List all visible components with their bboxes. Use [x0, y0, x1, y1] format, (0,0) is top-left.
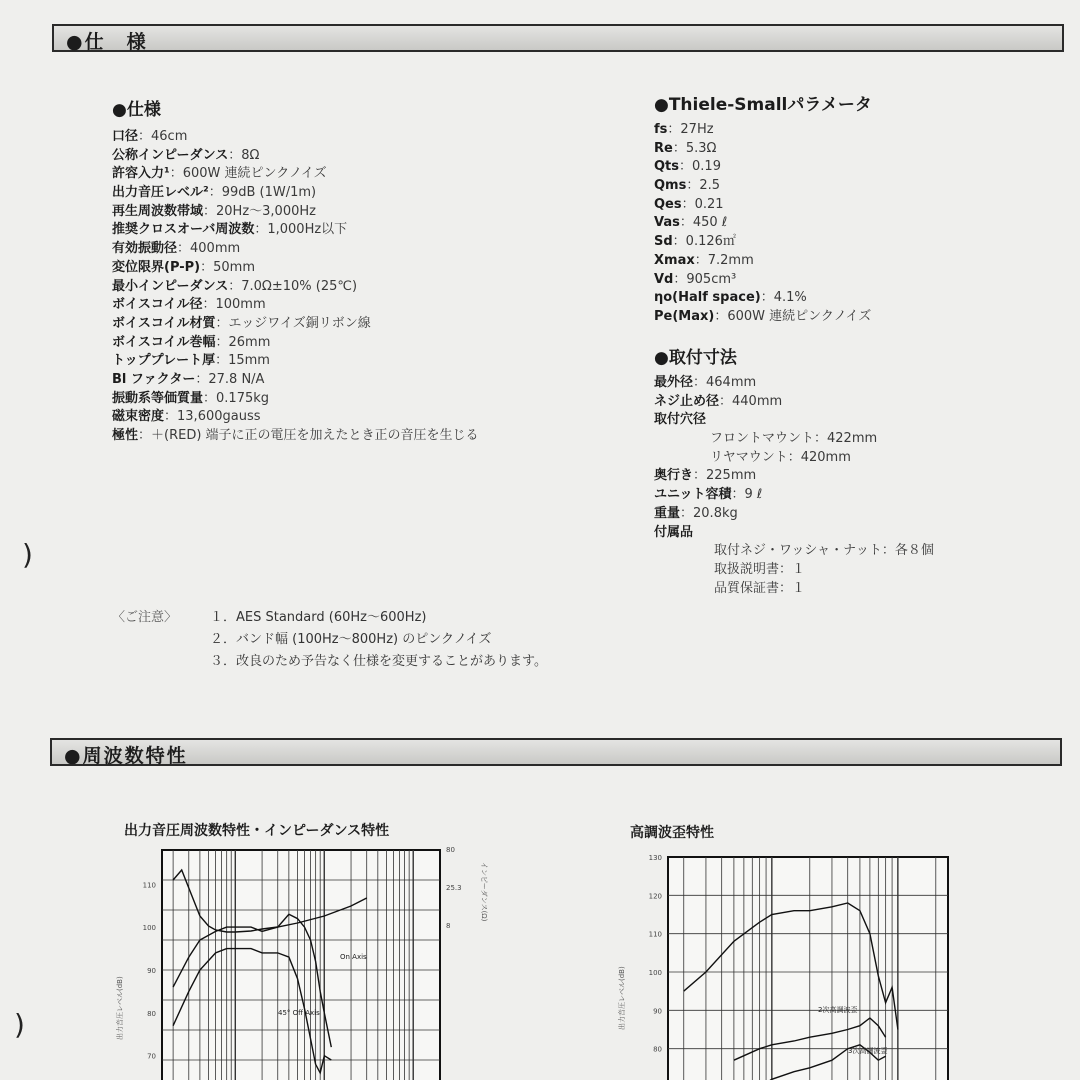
annotation-3rd-harmonic: 3次高調波歪: [848, 1047, 888, 1055]
spec-key: fs: [654, 122, 668, 137]
spec-row: [112, 390, 479, 409]
spec-row: [654, 271, 871, 290]
frequency-response-chart: [110, 840, 490, 1080]
spec-value: ：99dB (1W/1m): [208, 185, 317, 201]
spec-row: [654, 308, 871, 327]
y-tick-label: 130: [648, 854, 662, 862]
spec-row: [654, 430, 934, 449]
spec-key: 最外径: [654, 375, 694, 390]
y-axis-label-left: 出力音圧レベル(dB): [116, 976, 124, 1040]
spec-key: 出力音圧レベル²: [112, 185, 209, 201]
y-tick-label: 110: [648, 930, 662, 939]
spec-row: [112, 427, 479, 446]
spec-row: [654, 158, 871, 177]
mount-dimension-list: [654, 374, 934, 598]
spec-row: [654, 449, 934, 468]
y-tick-label: 80: [653, 1045, 662, 1054]
spec-key: ボイスコイル材質: [112, 315, 216, 331]
spec-row: [112, 184, 479, 203]
spec-value: ：100mm: [202, 297, 266, 313]
y-tick-label: 70: [147, 1052, 156, 1061]
spec-key: Vas: [654, 215, 680, 231]
spec-row: [654, 252, 871, 271]
y-tick-label: 100: [142, 924, 156, 933]
spec-value: ：7.0Ω±10% (25℃): [228, 278, 358, 294]
y-tick-label: 110: [142, 881, 156, 890]
spec-value: ：440mm: [719, 393, 783, 409]
spec-key: ηo(Half space): [654, 290, 761, 306]
spec-value: ：0.19: [679, 159, 721, 175]
spec-value: ：27.8 N/A: [195, 371, 265, 387]
harmonic-distortion-chart: [612, 840, 972, 1080]
spec-value: ：400mm: [177, 241, 241, 257]
spec-value: ：20Hz～3,000Hz: [203, 203, 316, 219]
spec-key: Xmax: [654, 252, 695, 268]
section-header-frequency: [50, 738, 1062, 766]
y-axis-label-left: 出力音圧レベル(dB): [618, 966, 626, 1030]
spec-row: [654, 121, 871, 140]
spec-key: 再生周波数帯域: [112, 203, 204, 219]
mount-heading: ●取付寸法: [654, 348, 737, 368]
spec-row: [112, 296, 479, 315]
y-right-tick-label: 25.3: [446, 884, 462, 892]
note-item: ３．改良のため予告なく仕様を変更することがあります。: [210, 654, 547, 669]
spec-key: Qts: [654, 159, 680, 175]
y-right-tick-label: 8: [446, 922, 451, 930]
spec-value: ：26mm: [215, 334, 271, 350]
spec-key: 最小インピーダンス: [112, 278, 229, 294]
spec-row: [112, 221, 479, 240]
spec-value: ：0.126㎡: [672, 234, 736, 250]
spec-key: 有効振動径: [112, 241, 178, 257]
y-tick-label: 90: [147, 967, 156, 975]
spec-key: 振動系等価質量: [112, 390, 204, 406]
spec-key: ユニット容積: [654, 487, 732, 503]
spec-key: Re: [654, 140, 673, 156]
spec-row: [112, 278, 479, 297]
spec-row: [654, 374, 934, 393]
spec-row: [112, 315, 479, 334]
spec-key: 奥行き: [654, 468, 694, 484]
section-title: ●仕 様: [66, 31, 148, 53]
spec-key: 口径: [112, 129, 139, 144]
spec-value: リヤマウント：420mm: [710, 449, 851, 465]
spec-key: 付属品: [654, 524, 694, 540]
y-tick-label: 100: [648, 969, 662, 977]
spec-row: [654, 542, 934, 561]
spec-row: [654, 467, 934, 486]
spec-value: ：225mm: [693, 468, 757, 484]
binder-hole: ): [14, 1008, 25, 1041]
spec-key: Sd: [654, 234, 673, 250]
spec-value: ：7.2mm: [694, 252, 754, 268]
spec-value: ：9 ℓ: [731, 487, 763, 503]
spec-row: [112, 203, 479, 222]
spec-key: 許容入力¹: [112, 166, 170, 182]
spec-row: [654, 524, 934, 543]
spec-list: [112, 128, 479, 446]
spec-value: ：15mm: [215, 353, 270, 369]
spec-value: ：600W 連続ピンクノイズ: [169, 166, 327, 182]
spec-value: ：46cm: [138, 129, 188, 144]
note-item: ２．バンド幅 (100Hz～800Hz) のピンクノイズ: [210, 632, 492, 647]
spec-key: 変位限界(P-P): [112, 259, 201, 275]
spec-row: [654, 233, 871, 252]
spec-row: [654, 289, 871, 308]
spec-row: [654, 505, 934, 524]
spec-row: [112, 259, 479, 278]
spec-value: ：8Ω: [228, 147, 260, 163]
spec-key: Pe(Max): [654, 308, 715, 324]
ts-heading: ●Thiele-Smallパラメータ: [654, 95, 872, 115]
spec-key: 公称インピーダンス: [112, 147, 229, 163]
spec-row: [654, 580, 934, 599]
spec-key: 推奨クロスオーバ周波数: [112, 222, 255, 238]
spec-value: ：600W 連続ピンクノイズ: [714, 308, 872, 324]
spec-key: 重量: [654, 505, 681, 521]
spec-value: ：＋(RED) 端子に正の電圧を加えたとき正の音圧を生じる: [138, 428, 479, 443]
spec-key: Vd: [654, 271, 674, 287]
spec-heading: ●仕様: [112, 100, 161, 120]
spec-value: 取付ネジ・ワッシャ・ナット：各８個: [714, 543, 934, 559]
spec-value: ：464mm: [693, 375, 757, 390]
section-header-specs: [52, 24, 1064, 52]
spec-value: ：1,000Hz以下: [254, 222, 348, 238]
spec-value: ：13,600gauss: [164, 409, 261, 425]
spec-key: 極性: [112, 428, 139, 443]
spec-key: Qes: [654, 196, 682, 212]
spec-row: [112, 352, 479, 371]
spec-row: [112, 165, 479, 184]
annotation-2nd-harmonic: 2次高調波歪: [818, 1006, 858, 1014]
spec-row: [654, 561, 934, 580]
spec-value: ：50mm: [200, 259, 255, 275]
y-right-tick-label: 80: [446, 846, 455, 854]
spec-row: [112, 147, 479, 166]
spec-key: Bl ファクター: [112, 371, 196, 387]
spec-value: フロントマウント：422mm: [710, 431, 878, 447]
spec-key: Qms: [654, 178, 687, 194]
spec-value: ：27Hz: [667, 122, 714, 137]
spec-row: [654, 393, 934, 412]
spec-row: [654, 411, 934, 430]
y-tick-label: 80: [147, 1009, 156, 1018]
spec-value: ：5.3Ω: [672, 140, 717, 156]
spec-row: [112, 334, 479, 353]
binder-hole: ): [22, 538, 33, 571]
spec-row: [654, 214, 871, 233]
spec-key: ネジ止め径: [654, 393, 720, 409]
y-axis-label-right: インピーダンス(Ω): [480, 862, 488, 922]
spec-value: 取扱説明書：１: [714, 561, 806, 577]
spec-row: [112, 408, 479, 427]
spec-value: ：エッジワイズ銅リボン線: [215, 315, 371, 331]
spec-key: 取付穴径: [654, 412, 707, 428]
spec-row: [112, 128, 479, 147]
spec-value: ：450 ℓ: [679, 215, 728, 231]
spec-key: トッププレート厚: [112, 353, 216, 369]
y-tick-label: 90: [653, 1007, 662, 1016]
spec-value: ：20.8kg: [680, 505, 738, 521]
spec-key: ボイスコイル巻幅: [112, 334, 216, 350]
annotation-off-axis: 45° Off Axis: [278, 1009, 320, 1017]
chart-title-distortion: 高調波歪特性: [630, 825, 714, 841]
ts-parameter-list: [654, 121, 871, 327]
spec-key: ボイスコイル径: [112, 297, 203, 313]
notes-block: [112, 607, 672, 679]
spec-row: [654, 486, 934, 505]
spec-value: ：905cm³: [673, 271, 737, 287]
note-item: １．AES Standard (60Hz～600Hz): [210, 610, 427, 625]
spec-value: ：4.1%: [760, 290, 807, 306]
spec-key: 磁束密度: [112, 409, 165, 425]
chart-title-response: 出力音圧周波数特性・インピーダンス特性: [124, 823, 390, 839]
spec-value: ：0.21: [681, 196, 724, 212]
spec-row: [654, 140, 871, 159]
spec-row: [112, 240, 479, 259]
spec-row: [654, 177, 871, 196]
annotation-on-axis: On Axis: [340, 953, 367, 961]
section-title: ●周波数特性: [64, 745, 188, 767]
spec-value: ：2.5: [686, 178, 721, 194]
spec-row: [112, 371, 479, 390]
spec-value: 品質保証書：１: [714, 580, 806, 596]
y-tick-label: 120: [648, 892, 662, 901]
notes-label: 〈ご注意〉: [112, 610, 178, 625]
spec-row: [654, 196, 871, 215]
spec-value: ：0.175kg: [203, 390, 270, 406]
